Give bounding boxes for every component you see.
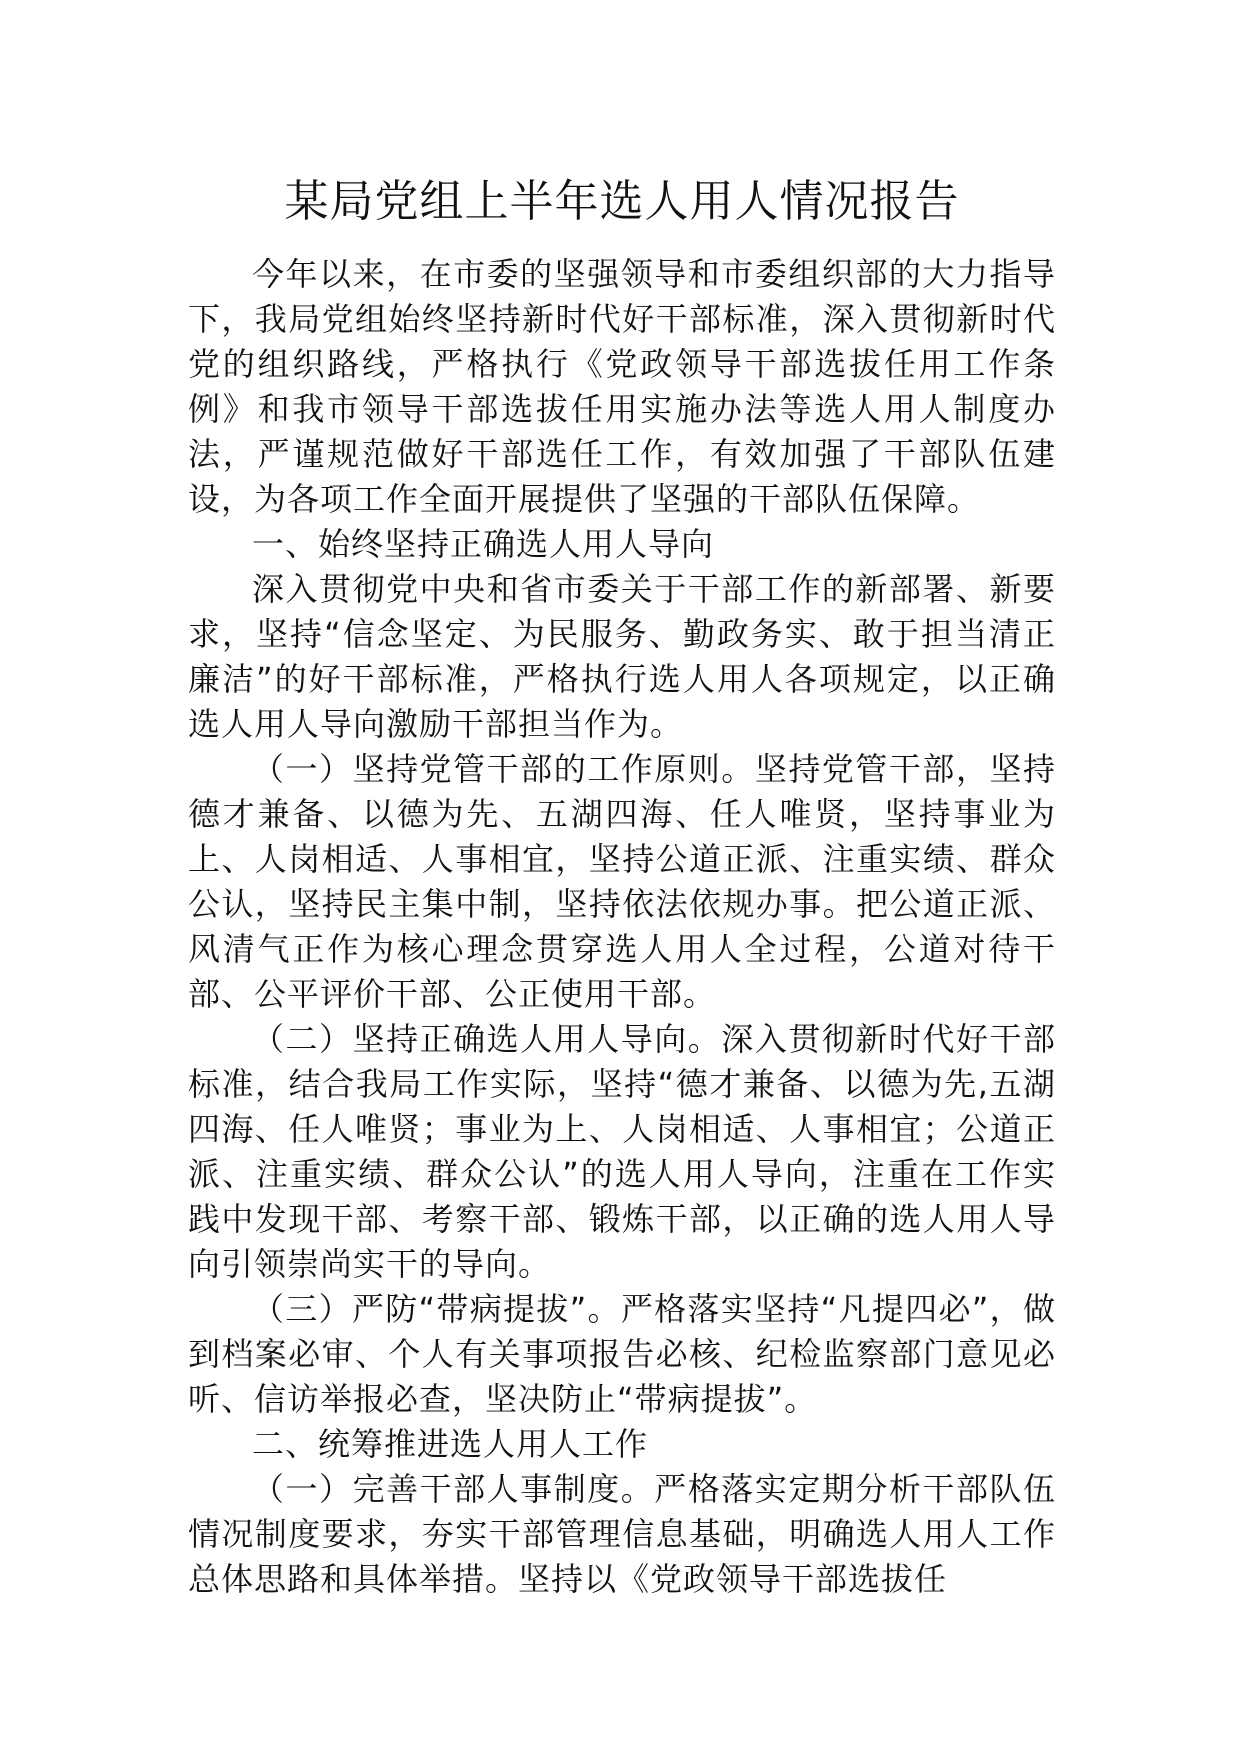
document-title: 某局党组上半年选人用人情况报告	[284, 176, 960, 227]
section-1-item-3-paragraph: （三）严防“带病提拔”。严格落实坚持“凡提四必”，做到档案必审、个人有关事项报告必核、纪检监察部门意见必听、信访举报必查，坚决防止“带病提拔”。	[188, 1290, 1056, 1418]
section-heading-1: 一、始终坚持正确选人用人导向	[252, 525, 715, 563]
section-heading-2: 二、统筹推进选人用人工作	[252, 1425, 649, 1463]
section-2-item-1-paragraph: （一）完善干部人事制度。严格落实定期分析干部队伍情况制度要求，夯实干部管理信息基础，明确选人用人工作总体思路和具体举措。坚持以《党政领导干部选拔任	[188, 1470, 1056, 1598]
section-1-intro-paragraph: 深入贯彻党中央和省市委关于干部工作的新部署、新要求，坚持“信念坚定、为民服务、勤政务实、敢于担当清正廉洁”的好干部标准，严格执行选人用人各项规定，以正确选人用人导向激励干部担当作为。	[188, 570, 1056, 743]
intro-paragraph: 今年以来，在市委的坚强领导和市委组织部的大力指导下，我局党组始终坚持新时代好干部标准，深入贯彻新时代党的组织路线，严格执行《党政领导干部选拔任用工作条例》和我市领导干部选拔任用实施办法等选人用人制度办法，严谨规范做好干部选任工作，有效加强了干部队伍建设，为各项工作全面开展提供了坚强的干部队伍保障。	[188, 255, 1056, 518]
section-1-item-1-paragraph: （一）坚持党管干部的工作原则。坚持党管干部，坚持德才兼备、以德为先、五湖四海、任人唯贤，坚持事业为上、人岗相适、人事相宜，坚持公道正派、注重实绩、群众公认，坚持民主集中制，坚持依法依规办事。把公道正派、风清气正作为核心理念贯穿选人用人全过程，公道对待干部、公平评价干部、公正使用干部。	[188, 750, 1056, 1013]
section-1-item-2-paragraph: （二）坚持正确选人用人导向。深入贯彻新时代好干部标准，结合我局工作实际，坚持“德才兼备、以德为先,五湖四海、任人唯贤；事业为上、人岗相适、人事相宜；公道正派、注重实绩、群众公认”的选人用人导向，注重在工作实践中发现干部、考察干部、锻炼干部，以正确的选人用人导向引领崇尚实干的导向。	[188, 1020, 1056, 1283]
document-page	[188, 160, 1056, 1602]
